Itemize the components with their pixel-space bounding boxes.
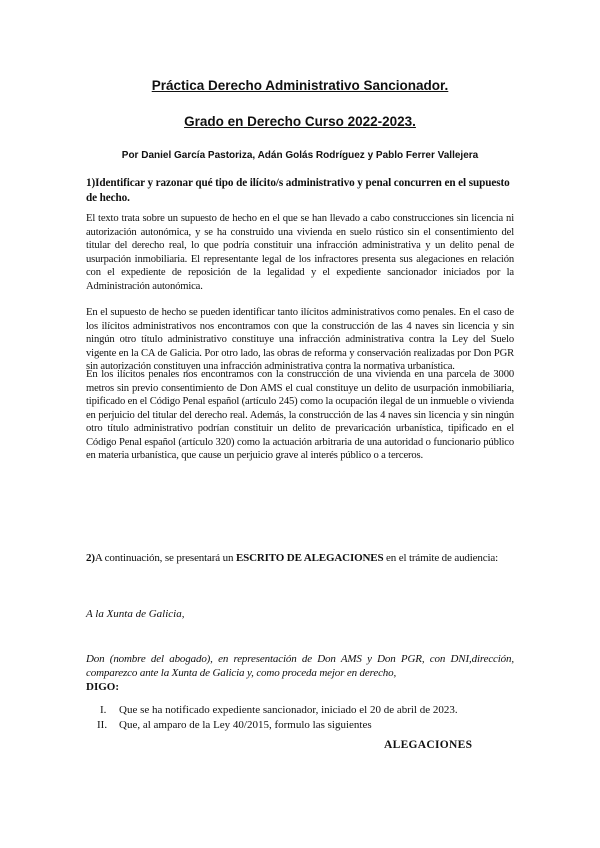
list-item-number: II. xyxy=(97,719,108,731)
list-item-text: Que se ha notificado expediente sancionador, iniciado el 20 de abril de 2023. xyxy=(119,704,458,716)
section2-intro-text-b: en el trámite de audiencia: xyxy=(383,552,499,564)
section2-number: 2) xyxy=(86,552,95,564)
list-item-number: I. xyxy=(100,704,107,716)
section1-heading: 1)Identificar y razonar qué tipo de ilícito/s administrativo y penal concurren en el supuesto de hecho. xyxy=(86,177,510,204)
document-title: Práctica Derecho Administrativo Sancionador. xyxy=(151,78,449,93)
section1-paragraph-1: El texto trata sobre un supuesto de hecho en el que se han llevado a cabo construcciones sin licencia ni autorización autonómica, y se ha construido una vivienda en suelo rústico sin el consentimiento del titular del derecho real, lo que podría constituir una infracción administrativa y un delito penal de usurpación inmobiliaria. El representante legal de los infractores presenta sus alegaciones en relación con el expediente de reposición de la legalidad y el expediente sancionador iniciados por la Administración autonómica. xyxy=(86,213,514,292)
section1-paragraph-3: En los ilícitos penales nos encontramos con la construcción de una vivienda en una parcela de 3000 metros sin previo consentimiento de Don AMS el cual constituye un delito de usurpación inmobiliaria, tipificado en el Código Penal español (artículo 245) como la ocupación ilegal de un inmueble o vivienda en perjuicio del titular del derecho real. Además, la construcción de las 4 naves sin licencia y sin ningún otro título administrativo podrían constituir un delito de prevaricación urbanística, tipificado en el Código Penal español (artículo 320) como la actuación arbitraria de una autoridad o funcionario público en materia urbanística, que cause un perjuicio grave al interés público o a terceros. xyxy=(86,369,514,462)
document-authors: Por Daniel García Pastoriza, Adán Golás Rodríguez y Pablo Ferrer Vallejera xyxy=(121,150,479,161)
section1-paragraph-2: En el supuesto de hecho se pueden identificar tanto ilícitos administrativos como penales. En el caso de los ilícitos administrativos nos encontramos con que la construcción de las 4 naves sin licencia y sin ningún otro título administrativo constituye una infracción administrativa contra la Ley del Suelo vigente en la CA de Galicia. Por otro lado, las obras de reforma y conservación realizadas por Don PGR sin autorización constituyen una infracción administrativa contra la normativa urbanística. xyxy=(86,307,514,373)
section2-intro-text-a: A continuación, se presentará un xyxy=(94,552,236,564)
list-item-text: Que, al amparo de la Ley 40/2015, formulo las siguientes xyxy=(119,719,372,731)
section2-intro-bold: ESCRITO DE ALEGACIONES xyxy=(235,552,384,564)
section2-intro xyxy=(86,551,514,566)
document-subtitle: Grado en Derecho Curso 2022-2023. xyxy=(184,114,416,129)
addressee: A la Xunta de Galicia, xyxy=(86,608,185,620)
digo-label: DIGO: xyxy=(86,681,119,693)
section2-body: Don (nombre del abogado), en representación de Don AMS y Don PGR, con DNI,dirección, comparezco ante la Xunta de Galicia y, como proceda mejor en derecho, xyxy=(86,653,514,679)
alegaciones-heading: ALEGACIONES xyxy=(384,739,473,751)
